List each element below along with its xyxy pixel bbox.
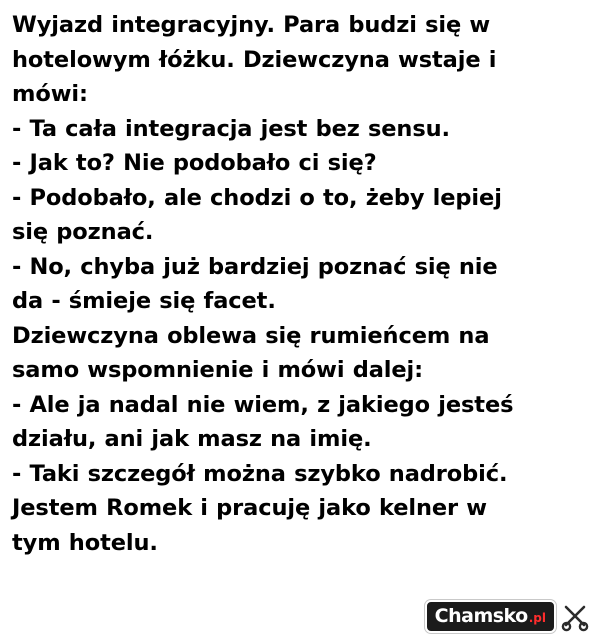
joke-line: Jestem Romek i pracuję jako kelner w	[12, 495, 487, 521]
joke-line: - Podobało, ale chodzi o to, żeby lepiej	[12, 184, 502, 211]
watermark-site-tld: .pl	[528, 611, 546, 625]
watermark-badge	[425, 600, 556, 633]
joke-line: Wyjazd integracyjny. Para budzi się w	[12, 12, 491, 38]
watermark-site-name: Chamsko	[434, 605, 528, 627]
joke-line: mówi:	[12, 81, 88, 107]
joke-text-block	[12, 8, 588, 560]
watermark	[425, 600, 590, 633]
joke-line: - No, chyba już bardziej poznać się nie	[12, 253, 498, 280]
scissors-icon	[560, 602, 590, 632]
joke-line: samo wspomnienie i mówi dalej:	[12, 357, 424, 383]
joke-line: działu, ani jak masz na imię.	[12, 426, 372, 452]
joke-line: - Ta cała integracja jest bez sensu.	[12, 115, 450, 142]
joke-line: tym hotelu.	[12, 529, 158, 556]
joke-line: - Jak to? Nie podobało ci się?	[12, 150, 377, 176]
joke-line: - Taki szczegół można szybko nadrobić.	[12, 460, 508, 487]
joke-line: się poznać.	[12, 219, 154, 245]
joke-line: hotelowym łóżku. Dziewczyna wstaje i	[12, 46, 497, 73]
joke-line: - Ale ja nadal nie wiem, z jakiego jesteś	[12, 391, 514, 418]
joke-line: Dziewczyna oblewa się rumieńcem na	[12, 322, 490, 349]
joke-line: da - śmieje się facet.	[12, 288, 276, 314]
